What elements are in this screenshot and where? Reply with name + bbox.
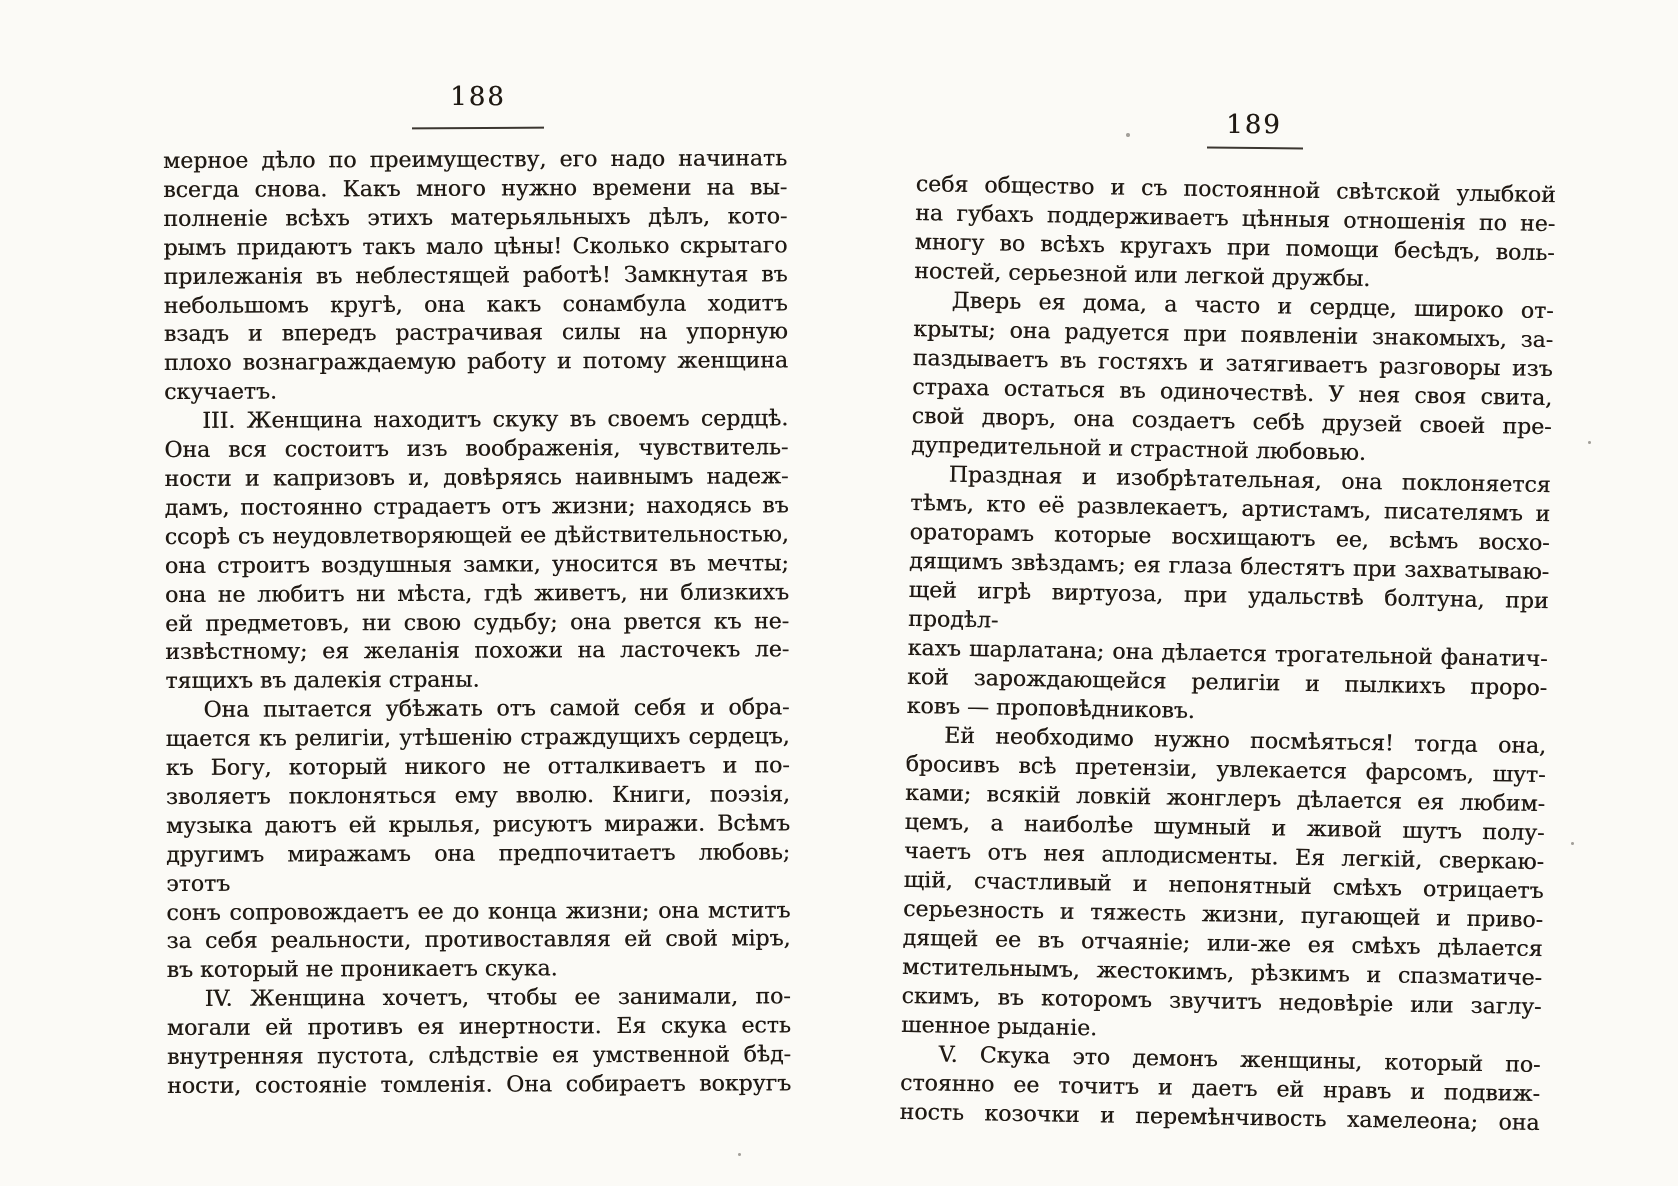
text-line: другимъ миражамъ она предпочитаетъ любовь; этотъ bbox=[166, 840, 791, 897]
text-line: Дверь ея дома, а часто и сердце, широко от- bbox=[951, 288, 1554, 325]
text-line: мерное дѣло по преимуществу, его надо начинать bbox=[163, 146, 788, 174]
text-line: стоянно ее точитъ и даетъ ей нравъ и подвиж- bbox=[899, 1070, 1541, 1108]
text-line: бросивъ всѣ претензіи, увлекается фарсомъ, шут- bbox=[905, 751, 1546, 789]
text-line: рымъ придаютъ такъ мало цѣны! Сколько скрытаго bbox=[163, 232, 788, 261]
text-line: сонъ сопровождаетъ ее до конца жизни; она мститъ bbox=[166, 897, 791, 926]
text-line: паздываетъ въ гостяхъ и затягиваетъ разговоры изъ bbox=[912, 345, 1553, 383]
text-line: зволяетъ поклоняться ему вволю. Книги, поэзія, bbox=[165, 782, 790, 810]
text-line: чаетъ отъ нея аплодисменты. Ея легкій, сверкаю- bbox=[903, 838, 1545, 876]
text-line: цемъ, а наиболѣе шумный и живой шутъ полу- bbox=[904, 809, 1545, 847]
text-line: ораторамъ которые восхищаютъ ее, всѣмъ восхо- bbox=[909, 519, 1550, 557]
text-line: многу во всѣхъ кругахъ при помощи бесѣдъ, воль- bbox=[914, 229, 1555, 267]
text-line: серьезность и тяжесть жизни, пугающей и приво- bbox=[902, 896, 1544, 934]
text-line: себя общество и съ постоянной свѣтской улыбкой bbox=[915, 171, 1556, 209]
text-line: плохо вознаграждаемую работу и потому женщина bbox=[163, 348, 788, 377]
header-rule-right bbox=[1207, 146, 1303, 149]
page-number-right: 189 bbox=[1226, 110, 1282, 140]
text-line: дамъ, постоянно страдаетъ отъ жизни; находясь въ bbox=[164, 493, 789, 521]
text-line: ность козочки и перемѣнчивость хамелеона; она bbox=[899, 1099, 1540, 1137]
text-line: ности и капризовъ и, довѣряясь наивнымъ надеж- bbox=[164, 464, 789, 492]
text-line: могали ей противъ ея инертности. Ея скука есть bbox=[166, 1013, 791, 1042]
text-line: Праздная и изобрѣтательная, она поклоняется bbox=[948, 462, 1551, 499]
text-line: извѣстному; ея желанія похожи на ласточекъ ле- bbox=[165, 637, 790, 666]
text-line: ностей, серьезной или легкой дружбы. bbox=[914, 258, 1371, 292]
text-line: ковъ — проповѣдниковъ. bbox=[906, 693, 1195, 724]
text-line: V. Скука это демонъ женщины, который по- bbox=[938, 1042, 1541, 1079]
text-line: на губахъ поддерживаетъ цѣнныя отношенія по не- bbox=[915, 200, 1556, 238]
text-line: Она вся состоитъ изъ воображенія, чувствитель- bbox=[164, 435, 789, 464]
scan-speck bbox=[1126, 133, 1130, 137]
text-line: страха остаться въ одиночествѣ. У нея своя свита, bbox=[911, 374, 1553, 412]
text-line: кой зарождающейся религіи и пылкихъ проро- bbox=[906, 664, 1548, 702]
text-line: прилежанія въ неблестящей работѣ! Замкнутая въ bbox=[163, 261, 788, 290]
text-line: полненіе всѣхъ этихъ матерьяльныхъ дѣлъ, кото- bbox=[163, 204, 788, 232]
text-line: взадъ и впередъ растрачивая силы на упорную bbox=[163, 319, 788, 348]
header-rule-left bbox=[412, 127, 544, 130]
text-line: III. Женщина находитъ скуку въ своемъ сердцѣ. bbox=[202, 406, 789, 434]
text-line: ности, состояніе томленія. Она собираетъ вокругъ bbox=[167, 1071, 792, 1099]
scan-speck bbox=[1571, 842, 1574, 845]
scan-speck bbox=[1588, 441, 1591, 444]
text-line: шенное рыданіе. bbox=[900, 1012, 1098, 1042]
text-line: внутренняя пустота, слѣдствіе ея умственной бѣд- bbox=[166, 1042, 792, 1071]
text-line: въ который не проникаетъ скука. bbox=[166, 956, 558, 984]
text-block-left bbox=[163, 145, 791, 1102]
text-line: дящей ее въ отчаяніе; или-же ея смѣхъ дѣлается bbox=[902, 925, 1543, 963]
text-line: она не любитъ ни мѣста, гдѣ живетъ, ни близкихъ bbox=[164, 579, 789, 608]
scan-speck bbox=[738, 1153, 741, 1156]
text-line: музыка даютъ ей крылья, рисуютъ миражи. Всѣмъ bbox=[165, 811, 791, 839]
text-line: щій, счастливый и непонятный смѣхъ отрицаетъ bbox=[903, 867, 1544, 905]
text-line: скучаетъ. bbox=[164, 379, 277, 406]
text-line: Она пытается убѣжать отъ самой себя и обра- bbox=[203, 695, 790, 724]
text-line: скимъ, въ которомъ звучитъ недовѣріе или заглу- bbox=[901, 983, 1542, 1021]
text-line: тѣмъ, кто её развлекаетъ, артистамъ, писателямъ и bbox=[909, 490, 1551, 528]
text-line: IV. Женщина хочетъ, чтобы ее занимали, по- bbox=[204, 984, 791, 1013]
text-line: къ Богу, который никого не отталкиваетъ и по- bbox=[165, 753, 790, 782]
text-line: ками; всякій ловкій жонглеръ дѣлается ея любим- bbox=[904, 780, 1546, 818]
text-line: кахъ шарлатана; она дѣлается трогательной фанатич- bbox=[907, 635, 1548, 673]
text-line: щей игрѣ виртуоза, при удальствѣ болтуна, при продѣл- bbox=[907, 577, 1549, 634]
page-number-left: 188 bbox=[450, 82, 506, 112]
text-line: всегда снова. Какъ много нужно времени на вы- bbox=[163, 175, 788, 203]
text-line: небольшомъ кругѣ, она какъ сонамбула ходитъ bbox=[163, 290, 788, 319]
text-line: ссорѣ съ неудовлетворяющей ее дѣйствительностью, bbox=[164, 522, 789, 550]
text-line: тящихъ въ далекія страны. bbox=[165, 667, 480, 695]
text-line: Ей необходимо нужно посмѣяться! тогда она, bbox=[943, 723, 1547, 760]
text-line: дупредительной и страстной любовью. bbox=[910, 432, 1367, 466]
text-line: свой дворъ, она создаетъ себѣ друзей своей пре- bbox=[911, 403, 1552, 441]
text-line: она строитъ воздушныя замки, уносится въ мечты; bbox=[164, 550, 789, 579]
text-block-right bbox=[899, 170, 1556, 1138]
text-line: ей предметовъ, ни свою судьбу; она рвется къ не- bbox=[165, 608, 790, 637]
text-line: дящимъ звѣздамъ; ея глаза блестятъ при захватываю- bbox=[908, 548, 1550, 586]
text-line: щается къ религіи, утѣшенію страждущихъ сердецъ, bbox=[165, 724, 790, 753]
text-line: крыты; она радуется при появленіи знакомыхъ, за- bbox=[912, 316, 1554, 354]
text-line: за себя реальности, противоставляя ей свой міръ, bbox=[166, 926, 791, 955]
text-line: мстительнымъ, жестокимъ, рѣзкимъ и спазматиче- bbox=[901, 954, 1543, 992]
